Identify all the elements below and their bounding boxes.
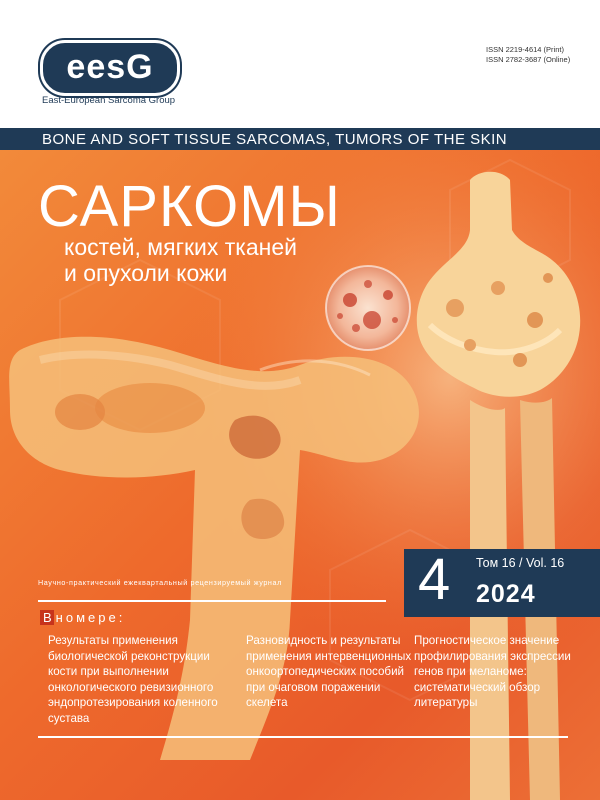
in-this-issue-heading — [40, 610, 125, 625]
in-this-issue-rest: номере: — [55, 610, 126, 625]
issue-number: 4 — [418, 547, 451, 612]
article-title-1: Результаты применения биологической реконструкции кости при выполнении онкологического ревизионного эндопротезирования коленного сустава — [48, 634, 218, 725]
english-title: BONE AND SOFT TISSUE SARCOMAS, TUMORS OF THE SKIN — [42, 131, 508, 148]
journal-subtitle-line-1: костей, мягких тканей — [64, 234, 297, 260]
in-this-issue-initial: В — [40, 610, 54, 625]
issn-block — [486, 45, 570, 65]
eesg-logo — [40, 40, 180, 96]
issue-year: 2024 — [476, 580, 536, 608]
divider-top — [38, 600, 386, 602]
article-title-2: Разновидность и результаты применения интервенционных онкоортопедических пособий при очаговом поражении скелета — [246, 634, 412, 709]
logo-subtitle: East-European Sarcoma Group — [42, 95, 176, 106]
journal-type: Научно-практический ежеквартальный рецензируемый журнал — [38, 578, 282, 587]
divider-bottom — [38, 736, 568, 738]
article-title-3: Прогностическое значение профилирования экспрессии генов при меланоме: систематический обзор литературы — [414, 634, 571, 709]
journal-subtitle-line-2: и опухоли кожи — [64, 260, 228, 286]
cover-header — [0, 0, 600, 128]
issn-online: ISSN 2782-3687 (Online) — [486, 55, 571, 64]
journal-title: САРКОМЫ — [38, 174, 341, 239]
issue-volume: Том 16 / Vol. 16 — [476, 556, 565, 570]
logo-text: eesG — [66, 47, 154, 86]
issn-print: ISSN 2219-4614 (Print) — [486, 45, 564, 54]
